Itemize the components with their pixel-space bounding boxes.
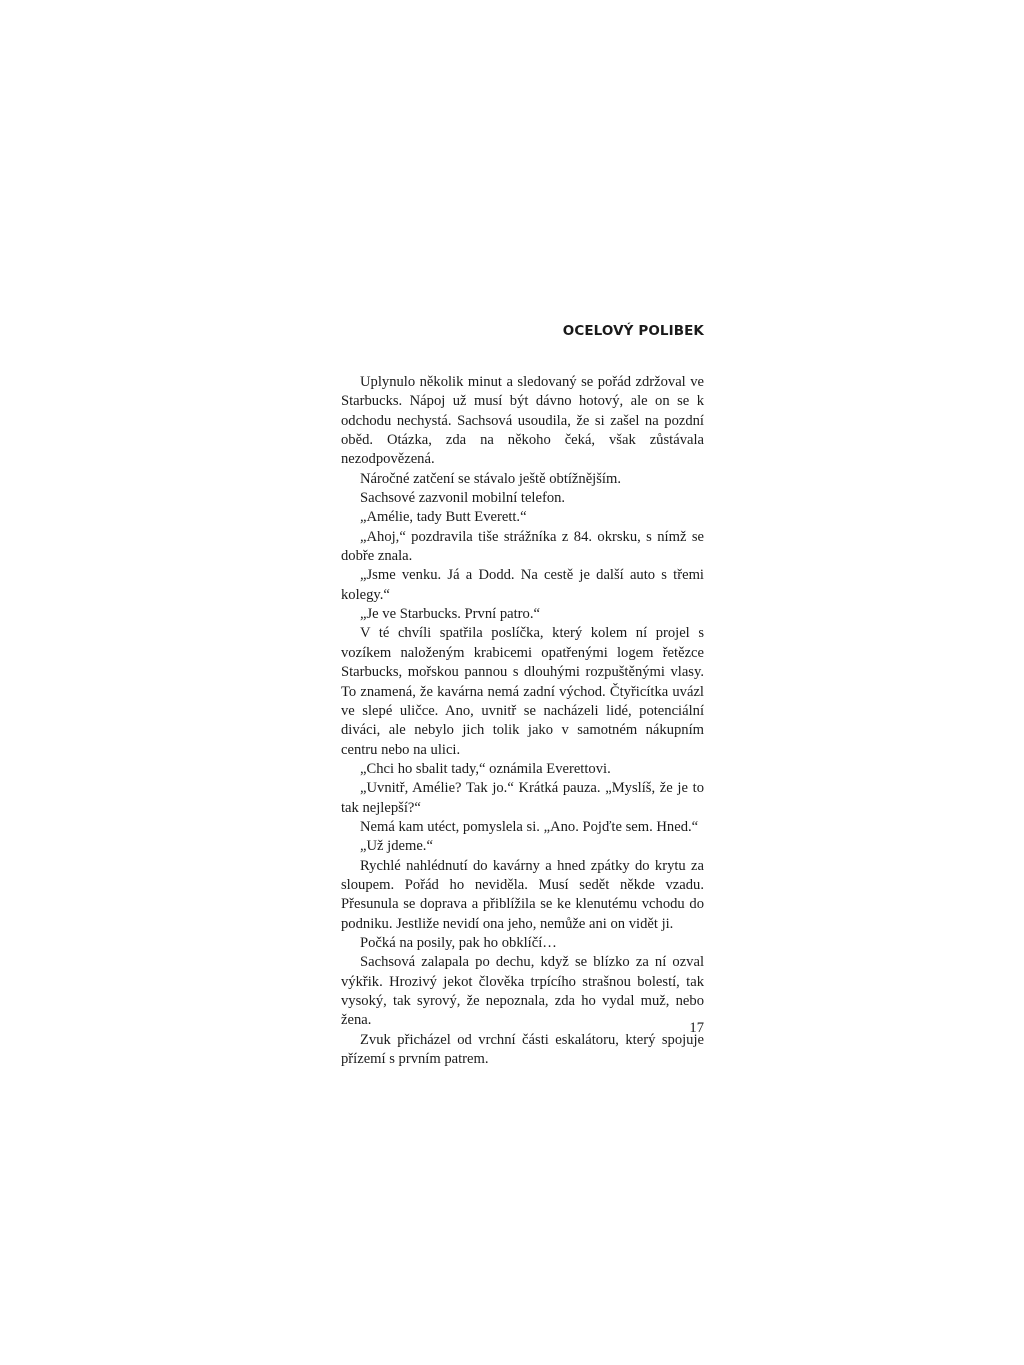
paragraph: Náročné zatčení se stávalo ještě obtížnějším. xyxy=(360,470,621,487)
paragraph: Sachsová zalapala po dechu, když se blízko za ní ozval výkřik. Hrozivý jekot člověka trpícího strašnou bolestí, tak vysoký, tak syrový, že nepoznala, zda ho vydal muž, nebo žena. xyxy=(341,954,704,1029)
paragraph: Uplynulo několik minut a sledovaný se pořád zdržoval ve Starbucks. Nápoj už musí být dávno hotový, ale on se k odchodu nechystá. Sachsová usoudila, že si zašel na pozdní oběd. Otázka, zda na někoho čeká, však zůstávala nezodpovězená. xyxy=(341,374,704,468)
paragraph: Počká na posily, pak ho obklíčí… xyxy=(360,934,557,951)
paragraph: V té chvíli spatřila poslíčka, který kolem ní projel s vozíkem naloženým krabicemi opatřenými logem řetězce Starbucks, mořskou pannou s dlouhými rozpuštěnými vlasy. To znamená, že kavárna nemá zadní východ. Čtyřicítka uvázl ve slepé uličce. Ano, uvnitř se nacházeli lidé, potenciální diváci, ale nebylo jich tolik jako v samotném nákupním centru nebo na ulici. xyxy=(341,625,704,758)
paragraph: Rychlé nahlédnutí do kavárny a hned zpátky do krytu za sloupem. Pořád ho neviděla. Musí sedět někde vzadu. Přesunula se doprava a přiblížila se ke klenutému vchodu do podniku. Jestliže nevidí ona jeho, nemůže ani on vidět ji. xyxy=(341,857,704,932)
paragraph: „Už jdeme.“ xyxy=(360,838,433,855)
body-text xyxy=(341,373,704,1069)
paragraph: Sachsové zazvonil mobilní telefon. xyxy=(360,490,566,507)
paragraph: Nemá kam utéct, pomyslela si. „Ano. Pojďte sem. Hned.“ xyxy=(360,818,699,835)
paragraph: „Amélie, tady Butt Everett.“ xyxy=(360,509,527,526)
paragraph: „Uvnitř, Amélie? Tak jo.“ Krátká pauza. „Myslíš, že je to tak nejlepší?“ xyxy=(341,780,704,816)
paragraph: „Je ve Starbucks. První patro.“ xyxy=(360,606,540,623)
paragraph: Zvuk přicházel od vrchní části eskalátoru, který spojuje přízemí s prvním patrem. xyxy=(341,1031,704,1068)
paragraph: „Ahoj,“ pozdravila tiše strážníka z 84. okrsku, s nímž se dobře znala. xyxy=(341,528,704,565)
running-header-title: OCELOVÝ POLIBEK xyxy=(562,323,704,339)
paragraph: „Chci ho sbalit tady,“ oznámila Everettovi. xyxy=(360,760,611,777)
paragraph: „Jsme venku. Já a Dodd. Na cestě je další auto s třemi kolegy.“ xyxy=(341,567,704,603)
page-number: 17 xyxy=(689,1020,704,1036)
